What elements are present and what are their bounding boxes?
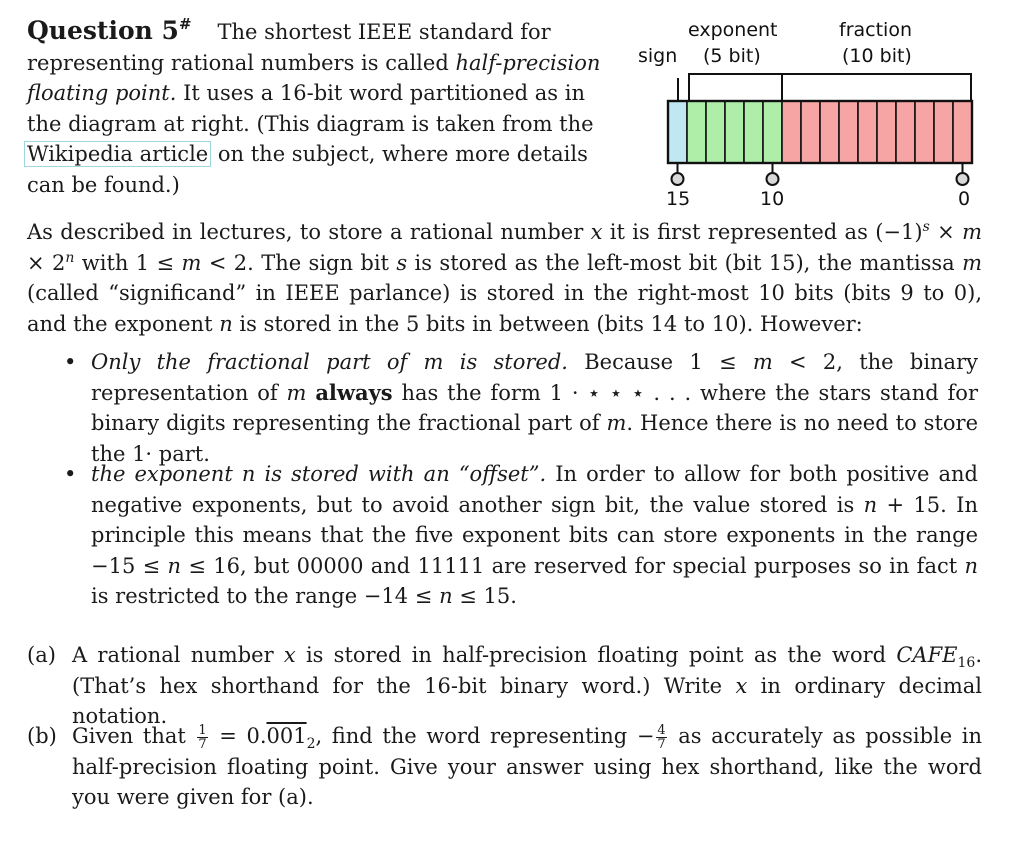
bit-cell-11 — [744, 101, 763, 163]
question-heading: Question 5 — [27, 16, 179, 45]
bit-cell-9 — [782, 101, 801, 163]
bit-cell-1 — [934, 101, 953, 163]
bit-cells — [668, 101, 972, 163]
bit-cell-0 — [953, 101, 972, 163]
label-sign: sign — [638, 45, 678, 67]
bit-cell-8 — [801, 101, 820, 163]
question-intro: Question 5# The shortest IEEE standard for representing rational numbers is called half-precision floating point. It uses a 16-bit word partitioned as in the diagram at right. (This diagram is taken from the Wikipedia article on the subject, where more details can be found.) — [27, 9, 622, 200]
bullet-icon: • — [64, 462, 77, 486]
bit-cell-6 — [839, 101, 858, 163]
bit-cell-2 — [915, 101, 934, 163]
bracket-lines — [678, 74, 971, 100]
bit-cell-14 — [687, 101, 706, 163]
marker-dot-10 — [767, 173, 779, 185]
tick-label-0: 0 — [958, 188, 971, 210]
emphasis-always: always — [315, 379, 393, 405]
document-page: Question 5# The shortest IEEE standard for representing rational numbers is called half-precision floating point. It uses a 16-bit word partitioned as in the diagram at right. (This diagram is taken from the Wikipedia article on the subject, where more details can be found.) exponent fraction sign (5 bit) (10 bit) 15 10 0 As described in lectures, to store a rational number x it is first represented as $(-1)^s \times m \times 2^n$ with 1 ≤ m < 2. The sign bit s is stored as the left-most bit (bit 15), the mantissa m (called “significand” in IEEE parlance) is stored in the right-most 10 bits (bits 9 to 0), and the exponent n is stored in the 5 bits in between (bits 14 to 10). However: • Only the fractional part of m is stored. Because 1 ≤ m < 2, the binary representation of m always has the form 1 · ⋆ ⋆ ⋆ . . . where the stars stand for binary digits representing the fractional part of m. Hence there is no need to store the 1· part. • the exponent n is stored with an “offset”. In order to allow for both positive and negative exponents, but to avoid another sign bit, the value stored is n + 15. In principle this means that the five exponent bits can store exponents in the range −15 ≤ n ≤ 16, but 00000 and 11111 are reserved for special purposes so in fact n is restricted to the range −14 ≤ n ≤ 15. (a) A rational number x is stored in half-precision floating point as the word $CAFE_{16}$. (That’s hex shorthand for the 16-bit binary word.) Write x in ordinary decimal notation. (b) Given that $\frac{1}{7}$ = $0.001_2$, find the word representing − $\frac{4}{7}$ as accurately as possible in half-precision floating point. Give your answer using hex shorthand, like the word you were given for (a). — [0, 0, 1024, 859]
question-heading-mark: # — [178, 15, 192, 33]
body-paragraph: As described in lectures, to store a rational number x it is first represented as $(-1)^s \times m \times 2^n$ with 1 ≤ m < 2. The sign bit s is stored as the left-most bit (bit 15), the mantissa m (called “significand” in IEEE parlance) is stored in the right-most 10 bits (bits 9 to 0), and the exponent n is stored in the 5 bits in between (bits 14 to 10). However: — [27, 219, 982, 336]
part-a-label: (a) — [27, 643, 56, 667]
bit-cell-13 — [706, 101, 725, 163]
wikipedia-link[interactable]: Wikipedia article — [24, 141, 211, 167]
label-fraction: fraction — [839, 19, 912, 41]
bit-layout-diagram — [630, 10, 1020, 210]
hex-word: CAFE — [896, 643, 958, 667]
label-fraction-bits: (10 bit) — [842, 45, 912, 67]
label-exponent-bits: (5 bit) — [703, 45, 761, 67]
bit-cell-10 — [763, 101, 782, 163]
bit-cell-12 — [725, 101, 744, 163]
label-exponent: exponent — [688, 19, 778, 41]
bit-cell-7 — [820, 101, 839, 163]
part-b-label: (b) — [27, 724, 57, 748]
marker-dot-0 — [957, 173, 969, 185]
bullet-icon: • — [64, 350, 77, 374]
repeating-digits: 001 — [266, 724, 307, 748]
bit-cell-4 — [877, 101, 896, 163]
marker-dot-15 — [672, 173, 684, 185]
fraction-one-seventh: $\frac{1}{7}$ — [198, 723, 207, 752]
bit-cell-3 — [896, 101, 915, 163]
bit-markers — [672, 163, 969, 185]
bit-cell-15 — [668, 101, 687, 163]
tick-label-15: 15 — [666, 188, 691, 210]
fraction-four-sevenths: $\frac{4}{7}$ — [657, 723, 666, 752]
tick-label-10: 10 — [760, 188, 785, 210]
bit-cell-5 — [858, 101, 877, 163]
